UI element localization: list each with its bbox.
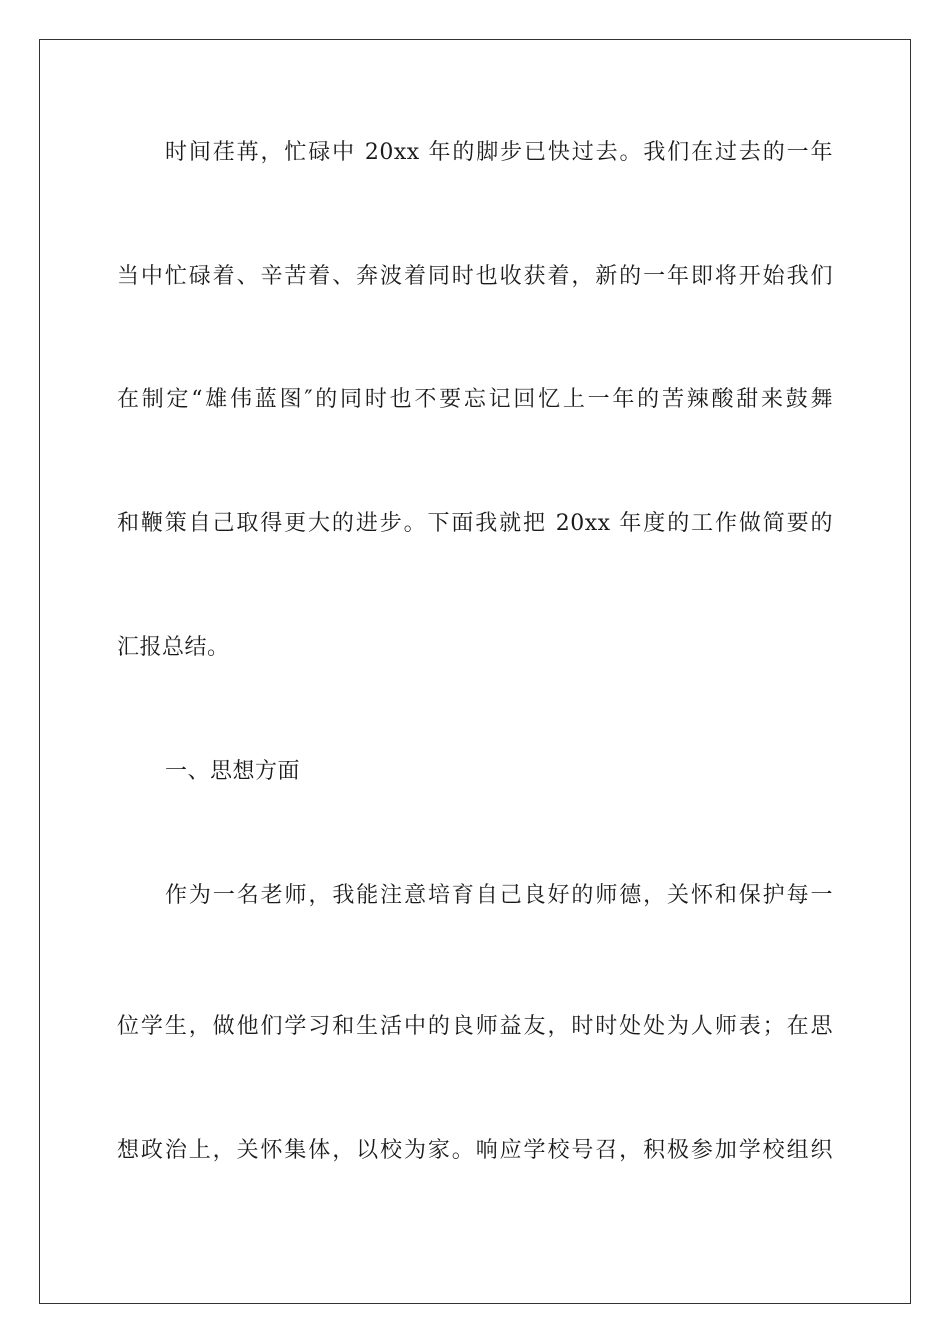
paragraph-line: 汇报总结。 (117, 635, 230, 660)
paragraph-line: 想政治上，关怀集体，以校为家。响应学校号召，积极参加学校组织 (117, 1138, 833, 1163)
paragraph-line: 位学生，做他们学习和生活中的良师益友，时时处处为人师表；在思 (117, 1014, 833, 1039)
paragraph-line: 和鞭策自己取得更大的进步。下面我就把 20xx 年度的工作做简要的 (117, 511, 833, 536)
section-heading: 一、思想方面 (165, 759, 301, 784)
paragraph-line: 作为一名老师，我能注意培育自己良好的师德，关怀和保护每一 (165, 883, 833, 908)
paragraph-line: 时间荏苒，忙碌中 20xx 年的脚步已快过去。我们在过去的一年 (165, 140, 833, 165)
paragraph-line: 在制定“雄伟蓝图″的同时也不要忘记回忆上一年的苦辣酸甜来鼓舞 (117, 387, 833, 412)
paragraph-line: 当中忙碌着、辛苦着、奔波着同时也收获着，新的一年即将开始我们 (117, 264, 833, 289)
page-border (39, 39, 911, 1304)
